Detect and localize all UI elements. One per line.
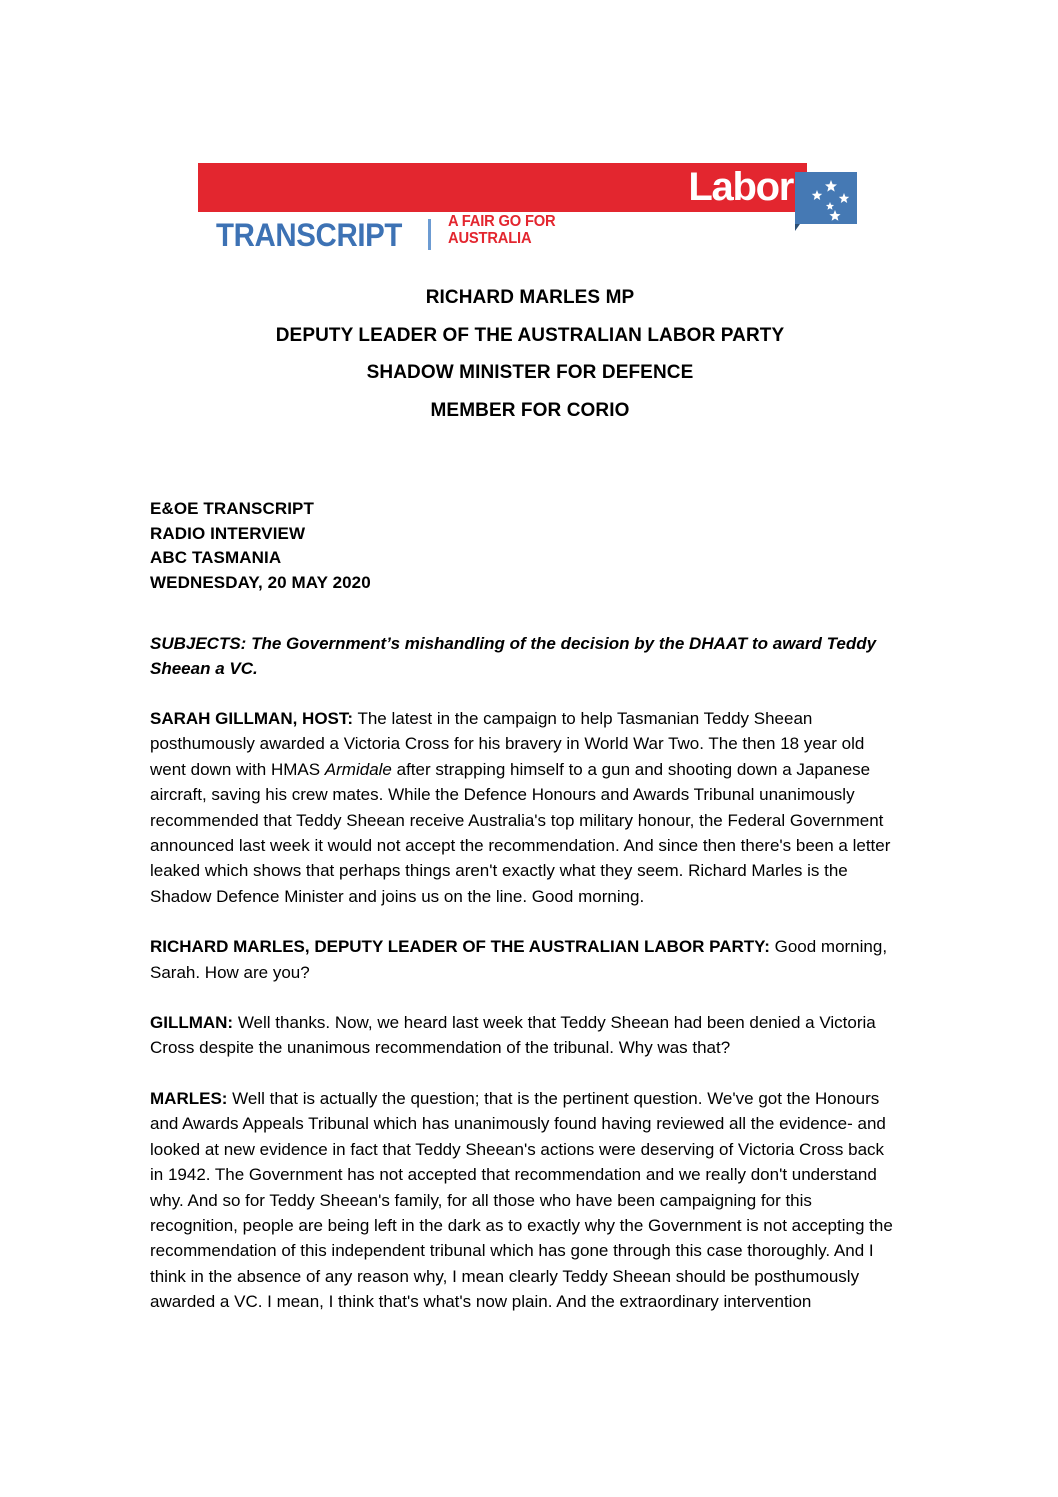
title-line-portfolio: SHADOW MINISTER FOR DEFENCE <box>366 362 694 383</box>
paragraph-marles-answer-text: Well that is actually the question; that is the pertinent question. We've got the Honours and Awards Appeals Tribunal which has unanimously found having reviewed all the evidence- and looked at new evidence in fact that Teddy Sheean's actions were deserving of Victoria Cross back in 1942. The Government has not accepted that recommendation and we really don't understand why. And so for Teddy Sheean's family, for all those who have been campaigning for this recognition, people are being left in the dark as to exactly why the Government is not accepting the recommendation of this independent tribunal which has gone through this case thoroughly. And I think in the absence of any reason why, I mean clearly Teddy Sheean should be posthumously awarded a VC. I mean, I think that's what's now plain. And the extraordinary intervention <box>150 1088 893 1312</box>
paragraph-marles-greeting <box>150 934 898 985</box>
meta-line-date: WEDNESDAY, 20 MAY 2020 <box>150 572 371 592</box>
paragraph-host-intro <box>150 706 898 909</box>
meta-line-format: RADIO INTERVIEW <box>150 523 306 543</box>
paragraph-gillman-text: Well thanks. Now, we heard last week that Teddy Sheean had been denied a Victoria Cross despite the unanimous recommendation of the tribunal. Why was that? <box>150 1013 876 1058</box>
meta-line-transcript-type: E&OE TRANSCRIPT <box>150 499 314 518</box>
labor-wordmark: Labor <box>688 165 793 209</box>
speaker-label-marles-full: RICHARD MARLES, DEPUTY LEADER OF THE AUSTRALIAN LABOR PARTY: <box>150 937 770 957</box>
letterhead-red-banner <box>198 163 807 212</box>
paragraph-host-text-2: after strapping himself to a gun and shooting down a Japanese aircraft, saving his crew mates. While the Defence Honours and Awards Tribunal unanimously recommended that Teddy Sheean receive Australia's top military honour, the Federal Government announced last week it would not accept the recommendation. And since then there's been a letter leaked which shows that perhaps things aren't exactly what they seem. Richard Marles is the Shadow Defence Minister and joins us on the line. Good morning. <box>150 759 891 906</box>
speaker-label-host: SARAH GILLMAN, HOST: <box>150 709 354 728</box>
meta-block <box>150 497 898 595</box>
letterhead-divider <box>428 219 431 250</box>
letterhead-logo <box>198 163 858 263</box>
meta-line-outlet: ABC TASMANIA <box>150 548 282 567</box>
document-body <box>150 497 898 1315</box>
subjects-line <box>150 631 898 681</box>
ship-name-italic: Armidale <box>324 759 392 779</box>
tagline-line-2: AUSTRALIA <box>448 230 532 247</box>
stars-icon <box>795 172 857 231</box>
letterhead-tagline <box>448 213 555 247</box>
subjects-label: SUBJECTS: <box>150 634 247 653</box>
paragraph-host-text-1: The latest in the campaign to help Tasmanian Teddy Sheean posthumously awarded a Victoria Cross for his bravery in World War Two. The then 18 year old went down with HMAS <box>150 709 865 779</box>
speaker-label-marles: MARLES: <box>150 1088 228 1108</box>
southern-cross-flag-icon <box>795 172 857 231</box>
title-block <box>150 279 910 429</box>
title-line-role: DEPUTY LEADER OF THE AUSTRALIAN LABOR PARTY <box>275 324 785 346</box>
tagline-line-1: A FAIR GO FOR <box>448 213 556 230</box>
speaker-label-gillman: GILLMAN: <box>150 1013 234 1033</box>
paragraph-marles-answer <box>150 1086 898 1315</box>
paragraph-marles-greeting-text: Good morning, Sarah. How are you? <box>150 937 888 982</box>
paragraph-gillman-question <box>150 1010 898 1061</box>
transcript-wordmark: TRANSCRIPT <box>216 217 403 253</box>
page-title: RICHARD MARLES MP <box>425 287 635 308</box>
subjects-text: The Government’s mishandling of the decision by the DHAAT to award Teddy Sheean a VC. <box>150 634 877 678</box>
title-line-electorate: MEMBER FOR CORIO <box>430 399 630 421</box>
